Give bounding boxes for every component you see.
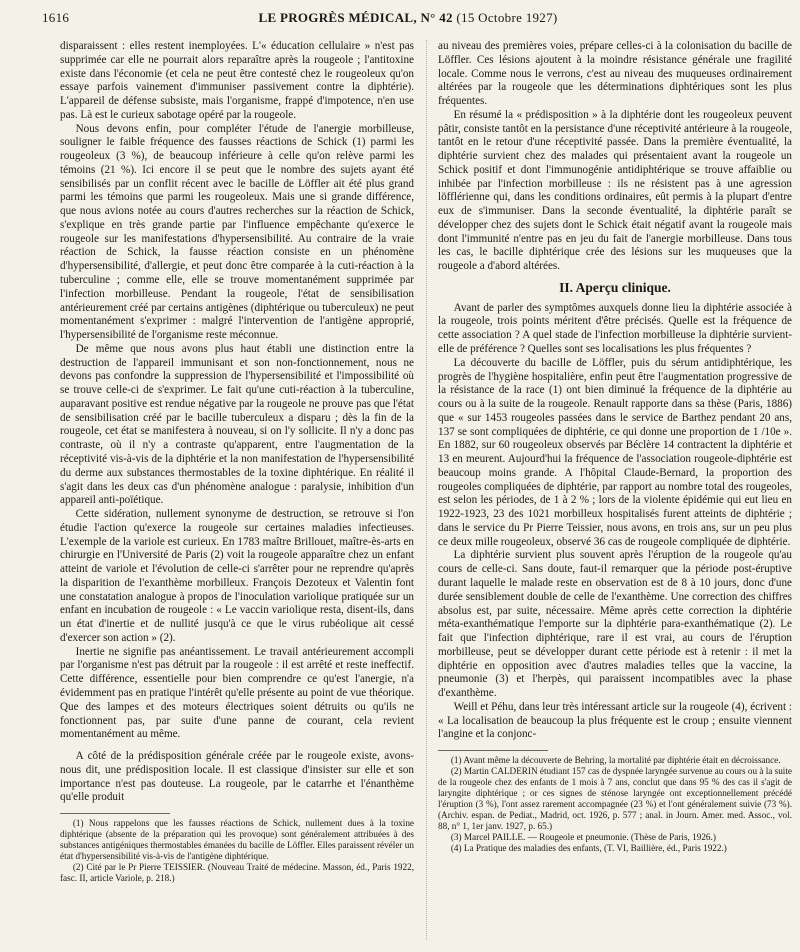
section-heading: II. Aperçu clinique. [559,280,671,296]
footnote: (1) Avant même la découverte de Behring, la mortalité par diphtérie était en décroissance. [450,755,781,766]
footnotes [438,755,792,854]
footnote-rule [60,813,170,814]
paragraph: La découverte du bacille de Löffler, puis du sérum antidiphtérique, les progrès de l'hygiène hospitalière, enfin peut être l'augmentation progressive de la résistance de la race (1) ont bien diminué la fréquence de la diphtérie au cours ou à la suite de la rougeole. Renault rapporte dans sa thèse (Paris, 1886) que « sur 1453 rougeoles passées dans le service de Barthez pendant 20 ans, 137 se sont compliquées de diphtérie, ce qui donne une proportion de 1 /10e ». En 1882, sur 60 rougeoleux observés par Béclère 14 contractent la diphtérie et 13 en meurent. Aujourd'hui la fréquence de l'association rougeole-diphtérie est beaucoup moins grande. A l'hôpital Claude-Bernard, la proportion des rougeoles compliquées de diphtérie, par rapport au nombre total des rougeoles, est selon les périodes, de 1 à 2 % ; lors de la violente épidémie qui eut lieu en 1922-1923, 23 des 1021 morbilleux hospitalisés furent atteints de diphtérie ; dans le service du Pr Pierre Teissier, nous avons, en trois ans, sur un peu plus ce deux mille rougeoleux, observé 36 cas de rougeole compliquée de diphtérie. [438,356,792,548]
footnote: (2) Martin CALDERIN étudiant 157 cas de dyspnée laryngée survenue au cours ou à la suite de la rougeole chez des enfants de 1 mois à 7 ans, conclut que dans 95 % des cas il s'agit de laryngite diphtérique ; or ces signes de sténose laryngée ont exceptionnellement précédé l'éruption (3 %), l'ont assez rarement accompagnée (23 %) et l'ont généralement suivie (73 %). (Archiv. espan. de Pediat., Madrid, oct. 1926, p. 577 ; anal. in Journ. Amer. med. Assoc., vol. 88, n° 1, 1er janv. 1927, p. 65.) [438,766,792,832]
journal-name: LE PROGRÈS MÉDICAL, N° 42 [258,10,453,25]
page-number: 1616 [42,10,70,25]
left-column [60,40,414,884]
paragraph: De même que nous avons plus haut établi une distinction entre la destruction de l'appareil immunisant et son non-fonctionnement, nous ne devons pas confondre la suppression de l'hypersensibilité et l'impossibilité où se trouve celle-ci de s'exprimer. Le fait qu'une cuti-réaction à la tuberculine, auparavant positive est rendue négative par la rougeole ne prouve pas que l'état de sensibilisation créé par le bacille tuberculeux a disparu ; dès la fin de la rougeole, cet état se manifestera à nouveau, si on l'y sollicite. Il n'y a donc pas contraste, où il n'y a contraste qu'apparent, entre l'augmentation de la réceptivité vis-à-vis de la diphtérie et la non manifestation de l'hypersensibilité du derme aux substances thermostables de la toxine diphtérique. En réalité il s'agit dans les deux cas d'un phénomène analogue : paralysie, inhibition d'un appareil anti-poïétique. [60,342,414,507]
footnotes [60,818,414,884]
issue-date: (15 Octobre 1927) [456,10,558,25]
paragraph: disparaissent : elles restent inemployées. L'« éducation cellulaire » n'est pas supprimée car elle ne pourrait alors reparaître après la rougeole ; l'antitoxine existe dans l'économie (et cela ne peut être contesté chez le rougeoleux qu'on essaye parfois vainement d'immuniser passivement contre la diphtérie). L'appareil de défense subsiste, mais l'organisme, frappé d'impotence, n'en use pas. Là est le curieux sabotage opéré par la rougeole. [60,40,414,121]
paragraph: En résumé la « prédisposition » à la diphtérie dont les rougeoleux peuvent pâtir, consiste tantôt en la persistance d'une réceptivité antérieure à la rougeole, tantôt en le retour d'une réceptivité passée. Dans la première éventualité, la diphtérie survient chez des malades qui présentaient avant la rougeole un Schick positif et dont l'immunogénie antidiphtérique se trouve affaiblie ou inhibée par l'infection morbilleuse : ils ne résistent pas à une agression löfflérienne qui, dans les conditions ordinaires, eût permis à la plupart d'entre eux de s'immuniser. Dans la seconde éventualité, la diphtérie paraît se développer chez des sujets dont le Schick était négatif avant la rougeole mais dont l'immunité n'entre pas en jeu du fait de l'anergie morbilleuse. Dans tous les cas, le bacille diphtérique crée des lésions sur les muqueuses que la rougeole a d'abord altérées. [438,108,792,273]
paragraph: Avant de parler des symptômes auxquels donne lieu la diphtérie associée à la rougeole, trois points méritent d'être précisés. Quelle est la fréquence de cette association ? A quel stade de l'infection morbilleuse la diphtérie survient-elle de préférence ? Quelles sont ses localisations les plus fréquentes ? [438,301,792,355]
paragraph: A côté de la prédisposition générale créée par le rougeole existe, avons-nous dit, une prédisposition locale. Il est classique d'insister sur elle et son importance n'est pas douteuse. La rougeole, par le catarrhe et l'énanthème qu'elle produit [60,750,414,804]
footnote: (2) Cité par le Pr Pierre TEISSIER. (Nouveau Traité de médecine. Masson, éd., Paris 1922, fasc. II, article Variole, p. 218.) [60,862,414,884]
paragraph: Inertie ne signifie pas anéantissement. Le travail antérieurement accompli par l'organisme n'est pas détruit par la rougeole : il est arrêté et reste ineffectif. Cette différence, essentielle pour bien comprendre ce qu'est l'anergie, n'a évidemment pas en pratique l'intérêt qu'elle présente au point de vue théorique. Que des lampes et des moteurs électriques soient détruits ou qu'ils ne fonctionnent pas, par suite d'une panne de courant, cela revient momentanément au même. [60,645,414,741]
journal-title [42,10,774,26]
running-header [42,10,774,34]
paragraph: au niveau des premières voies, prépare celles-ci à la colonisation du bacille de Löffler. Ces lésions ajoutent à la moindre résistance générale une fragilité locale. Comme nous le verrons, c'est au niveau des muqueuses ordinairement altérées par la rougeole que les déterminations diphtériques sont les plus fréquentes. [438,40,792,108]
paragraph: Weill et Péhu, dans leur très intéressant article sur la rougeole (4), écrivent : « La localisation de beaucoup la plus fréquente est le croup ; ensuite viennent l'angine et la conjonc- [438,700,792,741]
right-column [438,40,792,854]
spacer [60,742,414,750]
footnote: (1) Nous rappelons que les fausses réactions de Schick, nullement dues à la toxine diphtérique (absente de la préparation qui les provoque) sont généralement attribuées à des substances antigéniques thermostables émanées du bacille de Löffler. Elles paraissent révéler un état d'hypersensibilité vis-à-vis de l'antigène diphtérique. [60,818,414,862]
footnote: (3) Marcel PAILLE. — Rougeole et pneumonie. (Thèse de Paris, 1926.) [450,832,716,843]
paragraph: Cette sidération, nullement synonyme de destruction, se retrouve si l'on étudie l'action qu'exerce la rougeole sur certaines maladies infectieuses. L'exemple de la variole est curieux. En 1783 maître Brillouet, maître-ès-arts en chirurgie en l'Université de Paris (2) voit la rougeole apparaître chez un enfant atteint de variole et l'évolution de celle-ci s'arrêter pour ne reprendre qu'après la disparition de l'exanthème morbilleux. François Dezoteux et Valentin font une constatation analogue à propos de l'inoculation variolique pratiquée sur un enfant en incubation de rougeole : « Le vaccin variolique resta, disent-ils, dans un état d'inertie et de nullité jusqu'à ce que le virus rubéolique ait cessé d'exercer son action » (2). [60,508,414,644]
paragraph: La diphtérie survient plus souvent après l'éruption de la rougeole qu'au cours de celle-ci. Sans doute, faut-il remarquer que la période post-éruptive durant laquelle le malade reste en observation est de 8 à 10 jours, donc d'une durée sensiblement double de celle de l'exanthème. Une correction des chiffres absolus est, par suite, nécessaire. Même après cette correction la diphtérie méta-exanthématique l'emporte sur la diphtérie para-exanthématique (2). Le fait que l'infection diphtérique, rare il est vrai, au cours de l'éruption morbilleuse, peut se développer durant cette période est à retenir : il met la diphtérie en opposition avec d'autres maladies telles que la vaccine, la pneumonie (3) et l'herpès, qui paraissent incompatibles avec la phase d'exanthème. [438,549,792,700]
paragraph: Nous devons enfin, pour compléter l'étude de l'anergie morbilleuse, souligner le faible fréquence des fausses réactions de Schick (1) parmi les rougeoleux (3 %), de beaucoup inférieure à celle qu'on relève parmi les témoins (21 %). Ici encore il se peut que le nombre des sujets ayant été sensibilisés par un conflit récent avec le bacille de Löffler ait été plus grand parmi les témoins que parmi les rougeoleux. Mais une si grande différence, que nous avions notée au cours d'autres recherches sur la réaction de Schick, s'explique en très grande partie par l'influence empêchante qu'exerce le rougeole sur les manifestations d'hypersensibilité. Au contraire de la vraie réaction de Schick, la fausse réaction consiste en un phénomène d'hypersensibilité, d'allergie, et peut donc être comparée à la cuti-réaction à la tuberculine ; comme elle, elle se trouve momentanément supprimée par l'infection morbilleuse. Pendant la rougeole, l'état de sensibilisation antérieurement créé par certains antigènes (diphtérique ou tuberculeux) ne peut momentanément s'exprimer : malgré l'intervention de l'antigène approprié, l'hypersensibilité de l'organisme reste méconnue. [60,122,414,342]
column-divider [426,40,428,940]
footnote: (4) La Pratique des maladies des enfants, (T. VI, Baillière, éd., Paris 1922.) [450,843,727,854]
footnote-rule [438,750,548,751]
